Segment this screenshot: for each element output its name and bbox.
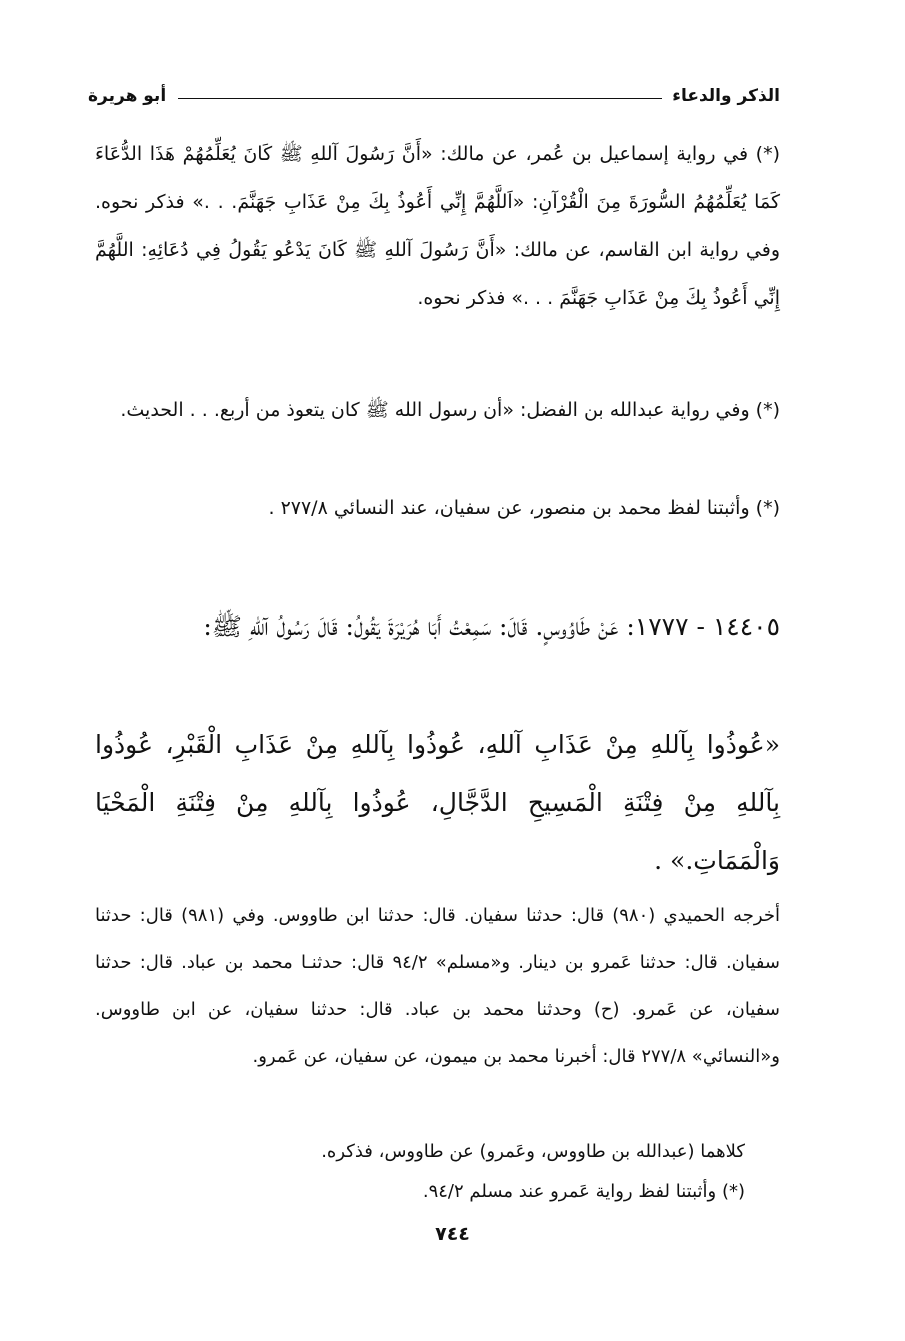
- note-paragraph-2: (*) وفي رواية عبدالله بن الفضل: «أن رسول الله ﷺ كان يتعوذ من أربع. . . الحديث.: [120, 399, 780, 421]
- chapter-title: الذكر والدعاء: [672, 86, 780, 106]
- note-paragraph-3: (*) وأثبتنا لفظ محمد بن منصور، عن سفيان، عند النسائي ٢٧٧/٨ .: [268, 497, 780, 519]
- running-header: [88, 86, 780, 116]
- note-paragraph-1: (*) في رواية إسماعيل بن عُمر، عن مالك: «أَنَّ رَسُولَ آللهِ ﷺ كَانَ يُعَلِّمُهُمْ هَذَا الدُّعَاءَ كَمَا يُعَلِّمُهُمُ السُّورَةَ مِنَ الْقُرْآنِ: «اَللَّهُمَّ إِنِّي أَعُوذُ بِكَ مِنْ عَذَابِ جَهَنَّمَ. . .» فذكر نحوه. وفي رواية ابن القاسم، عن مالك: «أَنَّ رَسُولَ آللهِ ﷺ كَانَ يَدْعُو يَقُولُ فِي دُعَائِهِ: اللَّهُمَّ إِنِّي أَعُوذُ بِكَ مِنْ عَذَابِ جَهَنَّمَ . . .» فذكر نحوه.: [95, 143, 780, 309]
- source-paragraph-3: (*) وأثبتنا لفظ رواية عَمرو عند مسلم ٩٤/٢.: [422, 1181, 745, 1202]
- hadith-intro: ١٤٤٠٥ - ١٧٧٧: عَنْ طَاوُوسٍ. قَالَ: سَمِعْتُ أَبَا هُرَيْرَةَ يَقُولُ: قَالَ رَسُولُ آللهِ ﷺ:: [203, 612, 780, 641]
- hadith-text: «عُوذُوا بِآللهِ مِنْ عَذَابِ آللهِ، عُوذُوا بِآللهِ مِنْ عَذَابِ الْقَبْرِ، عُوذُوا بِآللهِ مِنْ فِتْنَةِ الْمَسِيحِ الدَّجَّالِ، عُوذُوا بِآللهِ مِنْ فِتْنَةِ الْمَحْيَا وَالْمَمَاتِ.» .: [95, 730, 780, 875]
- source-paragraph-2: كلاهما (عبدالله بن طاووس، وعَمرو) عن طاووس، فذكره.: [321, 1141, 745, 1162]
- narrator-title: أبو هريرة: [88, 86, 167, 106]
- page-number: ٧٤٤: [435, 1223, 470, 1245]
- source-paragraph-1: أخرجه الحميدي (٩٨٠) قال: حدثنا سفيان. قال: حدثنا ابن طاووس. وفي (٩٨١) قال: حدثنا سفيان. قال: حدثنا عَمرو بن دينار. و«مسلم» ٩٤/٢ قال: حدثنـا محمد بن عباد. قال: حدثنا سفيان، عن عَمرو. (ح) وحدثنا محمد بن عباد. قال: حدثنا سفيان، عن ابن طاووس. و«النسائي» ٢٧٧/٨ قال: أخبرنا محمد بن ميمون، عن سفيان، عن عَمرو.: [95, 905, 780, 1067]
- header-rule: [178, 98, 662, 99]
